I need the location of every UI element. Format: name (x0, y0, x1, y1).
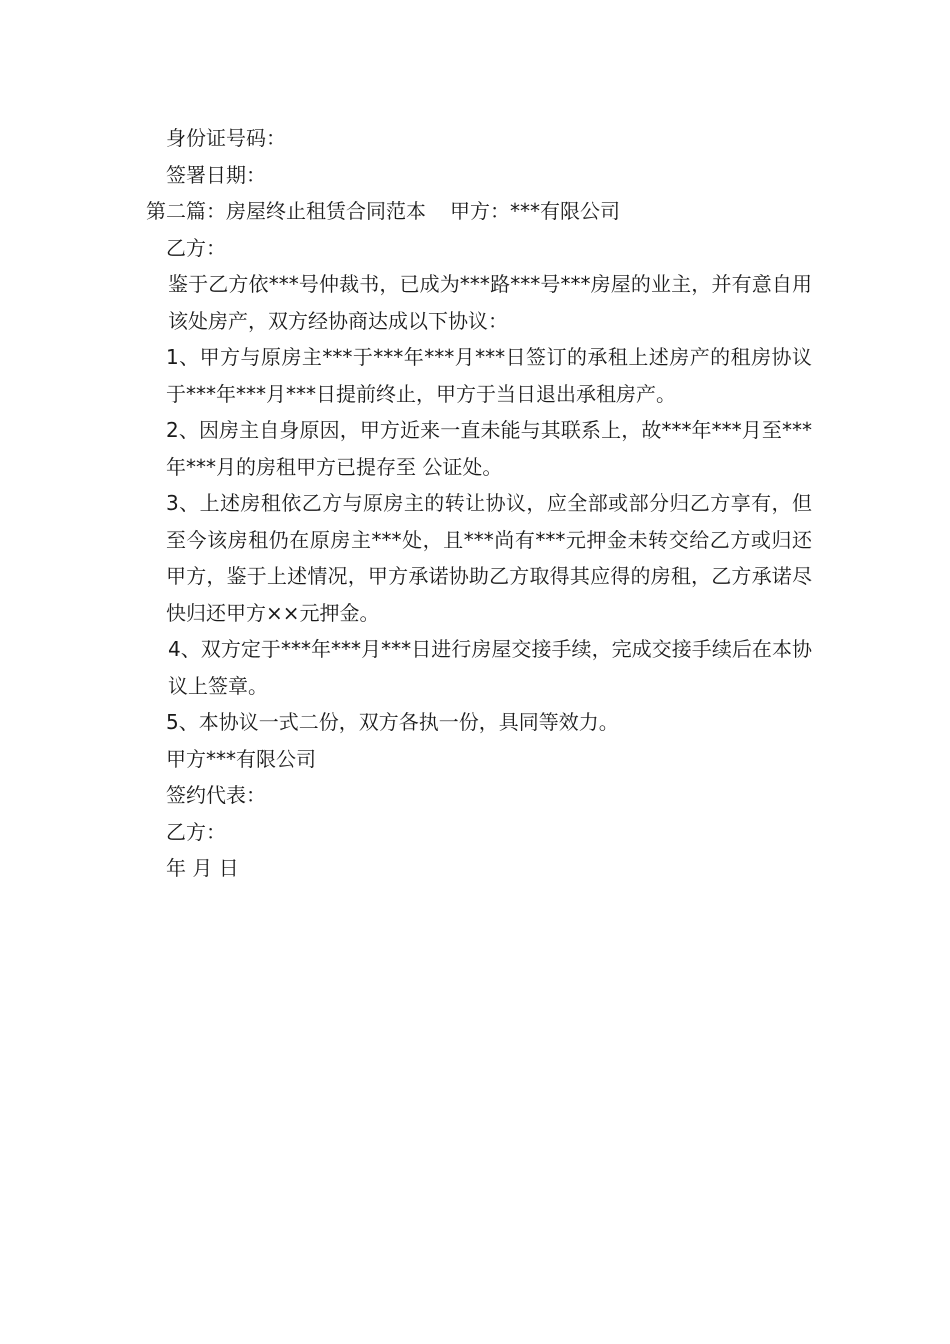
sign-party-b: 乙方： (166, 819, 226, 844)
preamble: 鉴于乙方依***号仲裁书，已成为***路***号***房屋的业主，并有意自用该处房产，双方经协商达成以下协议： (168, 272, 812, 333)
sign-date-label: 签署日期： (166, 162, 266, 187)
party-b-label: 乙方： (166, 235, 226, 260)
clause-1: 1、甲方与原房主***于***年***月***日签订的承租上述房产的租房协议于***年***月***日提前终止，甲方于当日退出承租房产。 (166, 345, 812, 406)
clause-2: 2、因房主自身原因，甲方近来一直未能与其联系上，故***年***月至***年***月的房租甲方已提存至 公证处。 (166, 418, 812, 479)
clause-3: 3、上述房租依乙方与原房主的转让协议，应全部或部分归乙方享有，但至今该房租仍在原房主***处，且***尚有***元押金未转交给乙方或归还甲方，鉴于上述情况，甲方承诺协助乙方取得其应得的房租，乙方承诺尽快归还甲方××元押金。 (166, 491, 812, 625)
sign-date: 年 月 日 (166, 856, 239, 880)
second-title-line (146, 193, 812, 230)
sign-representative: 签约代表： (166, 783, 266, 807)
sign-party-a: 甲方***有限公司 (166, 746, 316, 771)
clause-5: 5、本协议一式二份，双方各执一份，具同等效力。 (166, 710, 619, 734)
party-a-line: 甲方：***有限公司 (450, 199, 620, 223)
second-title: 第二篇：房屋终止租赁合同范本 (146, 199, 426, 223)
id-number-label: 身份证号码： (166, 126, 286, 150)
document-body (146, 120, 812, 887)
clause-4: 4、双方定于***年***月***日进行房屋交接手续，完成交接手续后在本协议上签章。 (168, 637, 812, 698)
